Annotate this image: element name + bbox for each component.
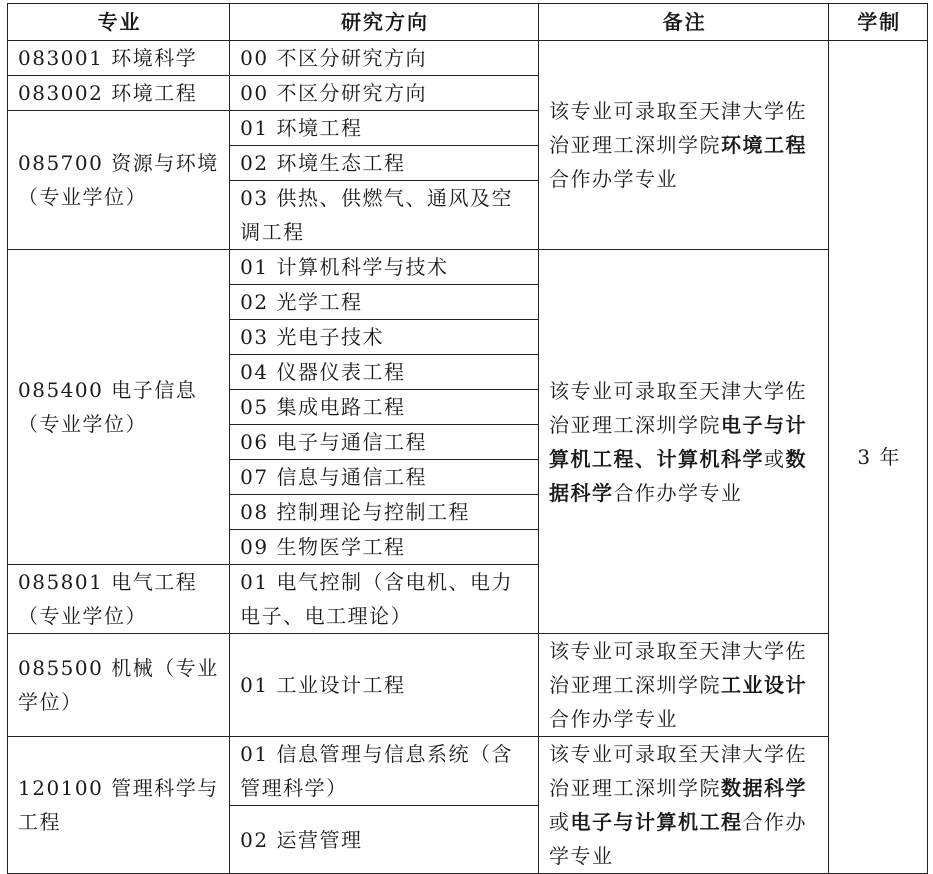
note-bold: 环境工程	[720, 133, 807, 157]
major-cell: 085801 电气工程（专业学位）	[8, 565, 230, 634]
note-cell	[538, 737, 828, 874]
note-text: 该专业可录取至天津大学佐治亚理工深圳学院	[548, 639, 807, 697]
program-table	[7, 3, 928, 874]
table-row	[8, 634, 928, 737]
note-bold: 工业设计	[720, 673, 807, 697]
direction-cell: 03 光电子技术	[230, 320, 539, 355]
major-cell: 085500 机械（专业学位）	[8, 634, 230, 737]
major-cell: 120100 管理科学与工程	[8, 737, 230, 874]
note-cell	[538, 250, 828, 634]
major-cell: 085700 资源与环境（专业学位）	[8, 111, 230, 250]
direction-cell: 07 信息与通信工程	[230, 460, 539, 495]
direction-cell: 01 环境工程	[230, 111, 539, 146]
note-separator: 或	[763, 446, 786, 471]
major-cell: 083002 环境工程	[8, 76, 230, 111]
direction-cell: 01 信息管理与信息系统（含管理科学）	[230, 737, 539, 806]
direction-cell: 03 供热、供燃气、通风及空调工程	[230, 181, 539, 250]
direction-cell: 04 仪器仪表工程	[230, 355, 539, 390]
note-text: 合作办学专业	[548, 707, 678, 731]
header-direction: 研究方向	[230, 4, 539, 41]
note-bold: 电子与计算机工程	[548, 412, 807, 471]
direction-cell: 02 光学工程	[230, 285, 539, 320]
header-row	[8, 4, 928, 41]
direction-cell: 01 工业设计工程	[230, 634, 539, 737]
header-note: 备注	[538, 4, 828, 41]
note-text: 合作办学专业	[613, 480, 743, 505]
table-row	[8, 41, 928, 76]
direction-cell: 02 运营管理	[230, 806, 539, 874]
note-separator: 、	[634, 446, 657, 471]
direction-cell: 01 电气控制（含电机、电力电子、电工理论）	[230, 565, 539, 634]
note-bold: 电子与计算机工程	[570, 810, 743, 834]
note-bold: 数据科学	[548, 446, 807, 505]
direction-cell: 06 电子与通信工程	[230, 425, 539, 460]
note-text: 合作办学专业	[548, 167, 678, 191]
note-bold: 计算机科学	[656, 446, 764, 471]
major-cell: 083001 环境科学	[8, 41, 230, 76]
header-duration: 学制	[829, 4, 928, 41]
note-text: 该专业可录取至天津大学佐治亚理工深圳学院	[548, 742, 807, 800]
direction-cell: 00 不区分研究方向	[230, 41, 539, 76]
note-text: 该专业可录取至天津大学佐治亚理工深圳学院	[548, 99, 807, 157]
direction-cell: 01 计算机科学与技术	[230, 250, 539, 285]
major-cell: 085400 电子信息（专业学位）	[8, 250, 230, 565]
direction-cell: 09 生物医学工程	[230, 530, 539, 565]
note-text: 该专业可录取至天津大学佐治亚理工深圳学院	[548, 378, 807, 437]
table-row	[8, 737, 928, 806]
note-bold: 数据科学	[720, 776, 807, 800]
note-text: 合作办学专业	[548, 810, 807, 868]
direction-cell: 00 不区分研究方向	[230, 76, 539, 111]
direction-cell: 02 环境生态工程	[230, 146, 539, 181]
table-row	[8, 250, 928, 285]
note-cell	[538, 634, 828, 737]
direction-cell: 05 集成电路工程	[230, 390, 539, 425]
duration-cell: 3 年	[829, 41, 928, 874]
note-cell	[538, 41, 828, 250]
note-separator: 或	[548, 810, 571, 834]
direction-cell: 08 控制理论与控制工程	[230, 495, 539, 530]
header-major: 专业	[8, 4, 230, 41]
